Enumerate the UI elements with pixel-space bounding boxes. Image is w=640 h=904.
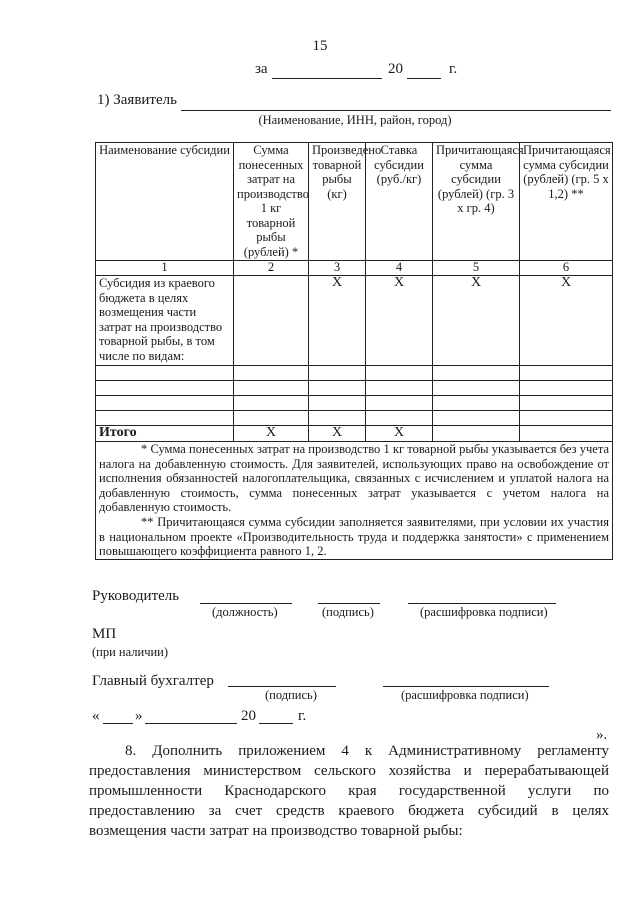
footnotes-row [96,442,613,560]
subsidy-table [95,142,613,560]
sign-year-blank[interactable] [259,723,293,724]
acc-signature-caption: (подпись) [265,688,317,702]
accountant-label: Главный бухгалтер [92,673,214,689]
date-year: 20 [388,61,403,77]
date-suffix: г. [449,61,458,77]
paragraph-8: 8. Дополнить приложением 4 к Административному регламенту предоставления министерством сельского хозяйства и перерабатывающей промышленности Краснодарского края государственной услуги по предоставлению за счет средств краевого бюджета субсидий в целях возмещения части затрат на производство товарной рыбы: [89,743,609,839]
header-produced: Произведено товарной рыбы (кг) [309,143,366,261]
subsidy-c4: X [366,276,433,366]
page-number: 15 [312,38,328,54]
head-label: Руководитель [92,588,180,604]
sign-day-blank[interactable] [103,723,133,724]
subsidy-c6: X [520,276,613,366]
stamp-note: (при наличии) [92,645,169,659]
sign-year: 20 [241,708,256,724]
applicant-caption: (Наименование, ИНН, район, город) [258,113,452,127]
table-row[interactable] [96,366,613,381]
subsidy-name: Субсидия из краевого бюджета в целях возмещения части затрат на производство товарной рыбы, в том числе по видам: [96,276,234,366]
col-num: 5 [433,261,520,276]
applicant-field[interactable] [181,110,611,111]
applicant-label: 1) Заявитель [97,92,177,108]
decoding-blank[interactable] [408,603,556,604]
stamp-label: МП [92,626,117,642]
subsidy-row [96,276,613,366]
column-number-row [96,261,613,276]
table-row[interactable] [96,411,613,426]
total-c4: X [366,426,433,442]
col-num: 3 [309,261,366,276]
sign-date-close: » [135,708,143,724]
table-row[interactable] [96,396,613,411]
col-num: 4 [366,261,433,276]
total-c2: X [234,426,309,442]
table-header-row [96,143,613,261]
table-row[interactable] [96,381,613,396]
subsidy-c3: X [309,276,366,366]
sign-month-blank[interactable] [145,723,237,724]
subsidy-costs-cell[interactable] [234,276,309,366]
col-num: 2 [234,261,309,276]
position-blank[interactable] [200,603,292,604]
header-sum: Причитающаяся сумма субсидии (рублей) (гр. 3 x гр. 4) [433,143,520,261]
closing-quote: ». [596,727,608,743]
signature-caption: (подпись) [322,605,374,619]
date-prefix: за [255,61,268,77]
acc-decoding-blank[interactable] [383,686,549,687]
total-label: Итого [96,426,234,442]
decoding-caption: (расшифровка подписи) [420,605,548,619]
total-c6[interactable] [520,426,613,442]
col-num: 1 [96,261,234,276]
col-num: 6 [520,261,613,276]
header-rate: Ставка субсидии (руб./кг) [366,143,433,261]
acc-signature-blank[interactable] [228,686,336,687]
total-c5[interactable] [433,426,520,442]
sign-date-open: « [92,708,100,724]
total-row [96,426,613,442]
header-name: Наименование субсидии [96,143,234,261]
header-costs: Сумма понесенных затрат на производство 1 кг товарной рыбы (рублей) * [234,143,309,261]
date-year-blank[interactable] [407,78,441,79]
footnote-1: * Сумма понесенных затрат на производство 1 кг товарной рыбы указывается без учета налога на добавленную стоимость. Для заявителей, использующих право на освобождение от исполнения обязанностей налогоплательщика, связанных с исчислением и уплатой налога на добавленную стоимость, сумма понесенных затрат указывается с учетом налога на добавленную стоимость. [99,442,609,515]
sign-date-suffix: г. [298,708,307,724]
position-caption: (должность) [212,605,278,619]
acc-decoding-caption: (расшифровка подписи) [401,688,529,702]
subsidy-c5: X [433,276,520,366]
total-c3: X [309,426,366,442]
header-sum-bonus: Причитающаяся сумма субсидии (рублей) (гр. 5 x 1,2) ** [520,143,613,261]
date-period-blank[interactable] [272,78,382,79]
signature-blank[interactable] [318,603,380,604]
footnote-2: ** Причитающаяся сумма субсидии заполняется заявителями, при условии их участия в национальном проекте «Производительность труда и поддержка занятости» с применением повышающего коэффициента равного 1, 2. [99,514,609,559]
